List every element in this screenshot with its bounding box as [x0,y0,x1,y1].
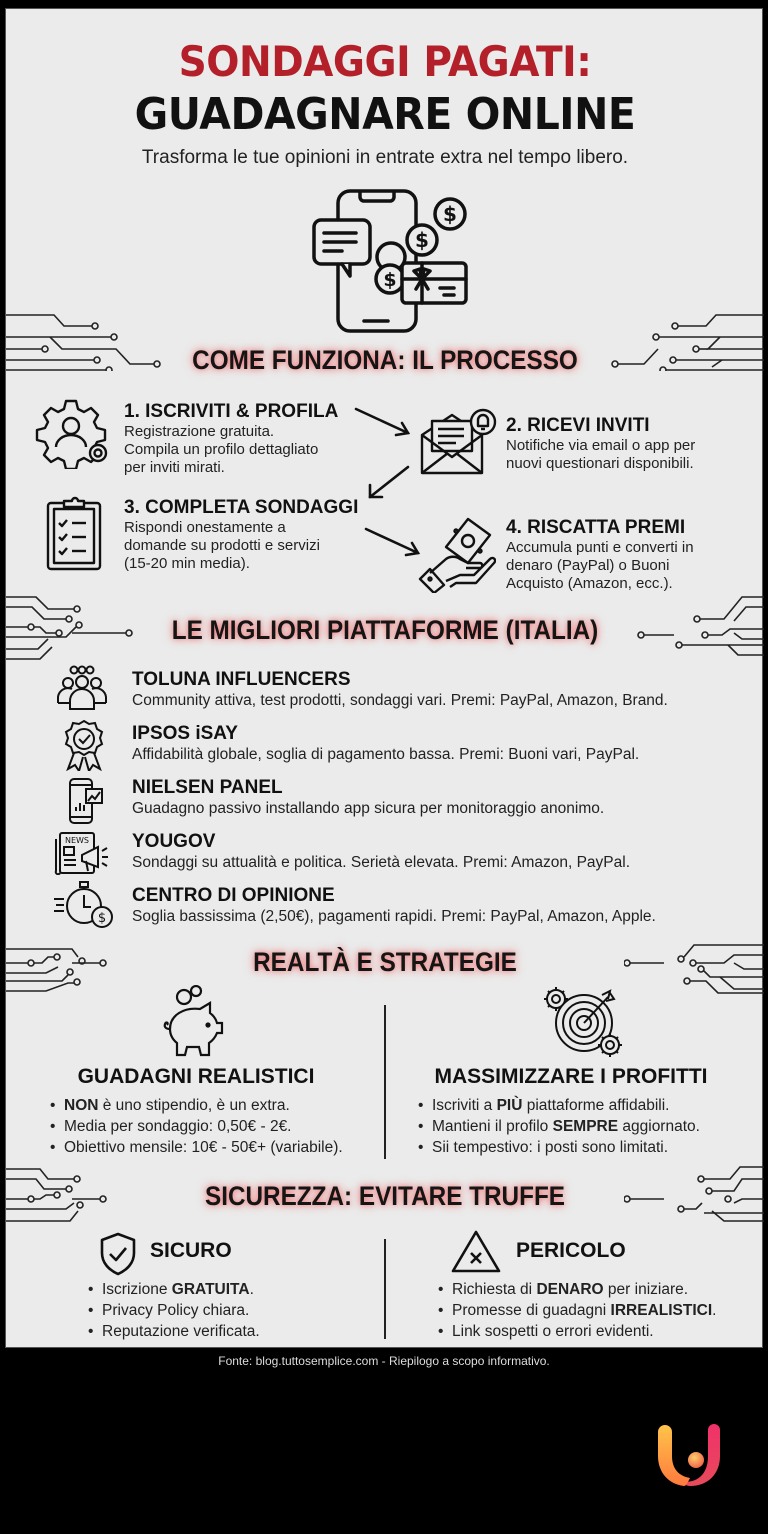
maximize-profits-list [418,1095,758,1158]
step-2-desc-line-1: Notifiche via email o app per [506,437,696,454]
section-title-security: SICUREZZA: EVITARE TRUFFE [204,1181,565,1211]
envelope-bell-icon [418,407,498,477]
step-2 [506,415,756,473]
platform-name: NIELSEN PANEL [132,777,283,798]
clipboard-checklist-icon [44,493,104,573]
column-title-realistic-earnings: GUADAGNI REALISTICI [77,1065,315,1088]
news-megaphone-icon [54,831,120,875]
danger-list [438,1279,758,1342]
svg-text:$: $ [415,228,429,252]
footer-source: Fonte: blog.tuttosemplice.com - Riepilogo a scopo informativo. [218,1354,550,1368]
platform-name: CENTRO DI OPINIONE [132,885,335,906]
piggy-bank-icon [154,985,230,1061]
step-4-desc-line-3: Acquisto (Amazon, ecc.). [506,575,673,592]
bullet-item: • Mantieni il profilo SEMPRE aggiornato. [418,1116,758,1137]
danger-title: PERICOLO [516,1239,626,1262]
svg-text:$: $ [383,269,397,291]
step-1-desc-line-3: per inviti mirati. [124,459,225,476]
bullet-item: • Promesse di guadagni IRREALISTICI. [438,1300,758,1321]
infographic-card [5,8,763,1348]
realistic-earnings-list [50,1095,380,1158]
step-1-desc-line-1: Registrazione gratuita. [124,423,275,440]
step-3-desc-line-3: (15-20 min media). [124,555,250,572]
svg-text:NEWS: NEWS [64,836,90,845]
phone-analytics-icon [66,777,106,825]
column-divider-2 [384,1239,386,1339]
step-1-title: 1. ISCRIVITI & PROFILA [124,401,339,422]
svg-text:$: $ [443,202,457,226]
warning-triangle-x-icon [450,1229,502,1275]
svg-text:$: $ [97,911,107,926]
column-title-maximize-profits: MASSIMIZZARE I PROFITTI [434,1065,708,1088]
bullet-item: • NON è uno stipendio, è un extra. [50,1095,380,1116]
bullet-item: • Link sospetti o errori evidenti. [438,1321,758,1342]
step-3-desc-line-2: domande su prodotti e servizi [124,537,320,554]
arrow-right-down-icon [352,405,414,439]
platform-item [132,669,762,710]
profile-gear-icon [34,397,114,469]
safe-list [88,1279,378,1342]
platform-name: IPSOS iSAY [132,723,238,744]
platform-name: YOUGOV [132,831,216,852]
step-4-desc-line-2: denaro (PayPal) o Buoni [506,557,670,574]
bullet-item: • Sii tempestivo: i posti sono limitati. [418,1137,758,1158]
platform-desc: Sondaggi su attualità e politica. Serietà elevata. Premi: Amazon, PayPal. [132,854,631,871]
safe-title: SICURO [150,1239,232,1262]
step-2-title: 2. RICEVI INVITI [506,415,650,436]
step-1 [124,401,374,477]
step-1-desc-line-2: Compila un profilo dettagliato [124,441,319,458]
section-title-strategies: REALTÀ E STRATEGIE [253,947,517,977]
step-3 [124,497,374,573]
step-4 [506,517,756,593]
column-divider [384,1005,386,1159]
shield-check-icon [98,1231,138,1277]
step-2-desc-line-2: nuovi questionari disponibili. [506,455,694,472]
step-3-desc-line-1: Rispondi onestamente a [124,519,286,536]
platform-desc: Community attiva, test prodotti, sondaggi vari. Premi: PayPal, Amazon, Brand. [132,692,668,709]
bullet-item: • Privacy Policy chiara. [88,1300,378,1321]
step-4-desc-line-1: Accumula punti e converti in [506,539,694,556]
target-gears-icon [542,983,626,1063]
platform-item [132,723,762,764]
section-title-process: COME FUNZIONA: IL PROCESSO [192,345,578,375]
bullet-item: • Iscriviti a PIÙ piattaforme affidabili. [418,1095,758,1116]
platform-desc: Affidabilità globale, soglia di pagamento bassa. Premi: Buoni vari, PayPal. [132,746,640,763]
step-3-title: 3. COMPLETA SONDAGGI [124,497,359,518]
step-4-title: 4. RISCATTA PREMI [506,517,686,538]
hand-money-icon [416,517,496,593]
brand-u-logo-icon [654,1424,724,1494]
bullet-item: • Richiesta di DENARO per iniziare. [438,1279,758,1300]
title-line-1: SONDAGGI PAGATI: [178,37,592,86]
subtitle: Trasforma le tue opinioni in entrate extra nel tempo libero. [141,147,629,168]
title-line-2: GUADAGNARE ONLINE [134,89,636,140]
platform-desc: Soglia bassissima (2,50€), pagamenti rapidi. Premi: PayPal, Amazon, Apple. [132,908,656,925]
platform-desc: Guadagno passivo installando app sicura per monitoraggio anonimo. [132,800,605,817]
stopwatch-coin-icon [52,879,118,929]
platform-name: TOLUNA INFLUENCERS [132,669,351,690]
section-title-platforms: LE MIGLIORI PIATTAFORME (ITALIA) [171,615,599,645]
bullet-item: • Media per sondaggio: 0,50€ - 2€. [50,1116,380,1137]
bullet-item: • Reputazione verificata. [88,1321,378,1342]
platform-item [132,831,762,872]
phone-chat-coins-giftcard-icon [302,187,472,337]
platform-item [132,885,762,926]
platform-item [132,777,762,818]
bullet-item: • Obiettivo mensile: 10€ - 50€+ (variabile). [50,1137,380,1158]
community-group-icon [56,665,108,715]
award-badge-check-icon [62,719,106,771]
bullet-item: • Iscrizione GRATUITA. [88,1279,378,1300]
